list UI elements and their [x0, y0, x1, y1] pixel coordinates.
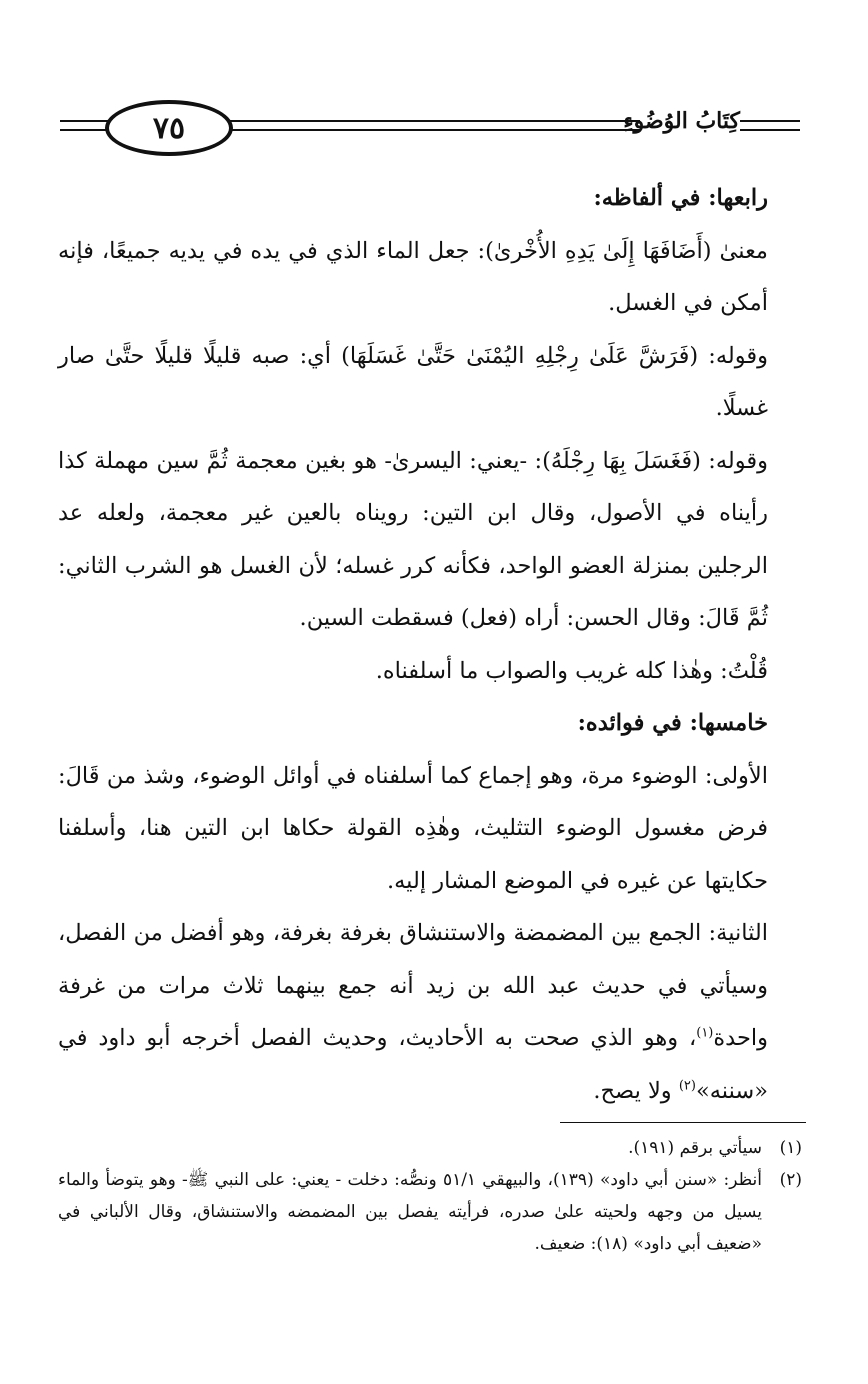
paragraph-text: ، وهو الذي صحت به الأحاديث، وحديث الفصل أخرجه أبو داود في «سننه»	[58, 1025, 768, 1104]
footnote-separator	[560, 1122, 806, 1123]
page-number: ٧٥	[105, 100, 233, 156]
section-heading-4: رابعها: في ألفاظه:	[593, 185, 768, 211]
footnote	[58, 1132, 802, 1164]
paragraph-text: ولا يصح.	[593, 1077, 679, 1104]
paragraph: معنىٰ (أَضَافَهَا إِلَىٰ يَدِهِ الأُخْرىٰ): جعل الماء الذي في يده في يديه جميعًا، فإنه أمكن في الغسل.	[58, 237, 768, 316]
header-rule-middle-top	[230, 120, 640, 122]
paragraph: قُلْتُ: وهٰذا كله غريب والصواب ما أسلفناه.	[375, 657, 768, 684]
footnotes	[58, 1132, 802, 1260]
header-rule-middle-bottom	[230, 129, 640, 131]
paragraph-with-footnotes	[58, 907, 802, 1117]
header-rule-right-top	[740, 120, 800, 122]
footnote-ref[interactable]: (٢)	[678, 1078, 696, 1093]
running-title: كِتَابُ الوُضُوءِ	[623, 108, 740, 134]
footnote-ref[interactable]: (١)	[696, 1025, 714, 1041]
paragraph: الأولى: الوضوء مرة، وهو إجماع كما أسلفناه في أوائل الوضوء، وشذ من قَالَ: فرض مغسول الوضوء التثليث، وهٰذِه القولة حكاها ابن التين هنا، وأسلفنا حكايتها عن غيره في الموضع المشار إليه.	[58, 762, 768, 894]
paragraph: وقوله: (فَغَسَلَ بِهَا رِجْلَهُ): -يعني: اليسرىٰ- هو بغين معجمة ثُمَّ سين مهملة كذا رأيناه في الأصول، وقال ابن التين: رويناه بالعين غير معجمة، ولعله عد الرجلين بمنزلة العضو الواحد، فكأنه كرر غسله؛ لأن الغسل هو الشرب الثاني: ثُمَّ قَالَ: وقال الحسن: أراه (فعل) فسقطت السين.	[58, 447, 768, 631]
header-rule-right-bottom	[740, 129, 800, 131]
footnote-number: (٢)	[779, 1170, 802, 1190]
main-text	[58, 172, 802, 1117]
page-header	[60, 96, 800, 166]
footnote-text: سيأتي برقم (١٩١).	[628, 1138, 762, 1158]
footnote	[58, 1164, 802, 1260]
section-heading-5: خامسها: في فوائده:	[577, 710, 768, 736]
paragraph-text: الثانية: الجمع بين المضمضة والاستنشاق بغرفة بغرفة، وهو أفضل من الفصل، وسيأتي في حديث عبد الله بن زيد أنه جمع بينهما ثلاث مرات من غرفة واحدة	[58, 920, 768, 1051]
footnote-text: أنظر: «سنن أبي داود» (١٣٩)، والبيهقي ٥١/١ ونصُّه: دخلت - يعني: على النبي ﷺ- وهو يتوضأ والماء يسيل من وجهه ولحيته علىٰ صدره، فرأيته يفصل بين المضمضه والاستنشاق، وقال الألباني في «ضعيف أبي داود» (١٨): ضعيف.	[58, 1170, 762, 1254]
footnote-number: (١)	[779, 1138, 802, 1158]
paragraph: وقوله: (فَرَشَّ عَلَىٰ رِجْلِهِ اليُمْنَىٰ حَتَّىٰ غَسَلَهَا) أي: صبه قليلًا قليلًا حتَّىٰ صار غسلًا.	[58, 342, 768, 421]
